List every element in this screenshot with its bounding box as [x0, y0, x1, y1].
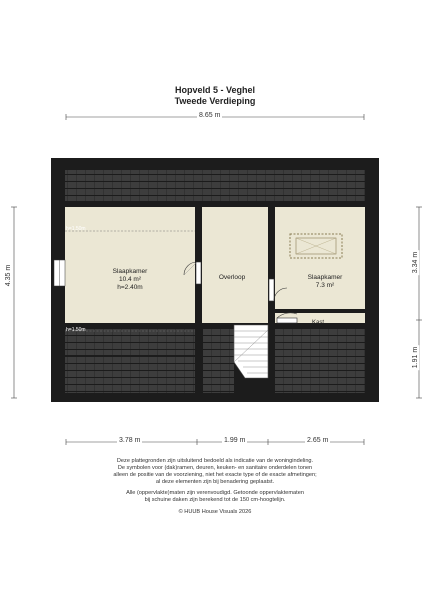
disclaimer-text-2: [0, 490, 430, 504]
disclaimer-line: Alle (oppervlakte)maten zijn verenvoudigd. Getoonde oppervlaktematen: [126, 490, 304, 496]
room-name: Kast: [311, 320, 324, 326]
room-landing: [202, 274, 262, 282]
disclaimer-line: Deze plattegronden zijn uitsluitend bedoeld als indicatie van de woningindeling.: [116, 458, 314, 464]
disclaimer-line: bij schuine daken zijn berekend tot de 150 cm-hoogtelijn.: [144, 497, 286, 503]
floor-title: Tweede Verdieping: [174, 96, 256, 106]
room-name: Overloop: [218, 274, 246, 281]
room-height: h=2.40m: [117, 284, 143, 291]
room-area: 7.3 m²: [315, 282, 335, 289]
dimension-height-left: 4.35 m: [5, 264, 13, 287]
dimension-bottom-3: 2.65 m: [307, 437, 329, 444]
disclaimer-line: De symbolen voor (dak)ramen, deuren, keuken- en sanitaire onderdelen tonen: [117, 465, 313, 471]
height-mark: h=1.50m: [66, 226, 86, 232]
dimension-height-right-upper: 3.34 m: [412, 251, 420, 274]
room-closet: [300, 320, 336, 326]
room-name: Slaapkamer: [307, 274, 343, 281]
window-icon: [54, 260, 65, 286]
dimension-height-right-lower: 1.91 m: [412, 346, 420, 369]
disclaimer-line: al deze elementen zijn bij benadering geplaatst.: [155, 479, 275, 485]
room-bedroom-2: [285, 274, 365, 290]
disclaimer-line: alleen de positie van de voorziening, niet het exacte type of de exacte afmetingen;: [113, 472, 317, 478]
room-area: 10.4 m²: [118, 276, 142, 283]
room-bedroom-1: [65, 268, 195, 292]
bedroom-1-floor: [65, 207, 195, 323]
dimension-bottom-1: 3.78 m: [119, 437, 141, 444]
copyright: © HUUB House Visuals 2026: [178, 509, 252, 515]
disclaimer-text: [0, 458, 430, 486]
dimension-width: 8.65 m: [199, 112, 221, 119]
landing-floor: [202, 207, 268, 323]
height-mark: h=1.50m: [66, 327, 86, 333]
room-name: Slaapkamer: [112, 268, 148, 275]
address-title: Hopveld 5 - Veghel: [174, 85, 256, 95]
dimension-bottom-2: 1.99 m: [224, 437, 246, 444]
